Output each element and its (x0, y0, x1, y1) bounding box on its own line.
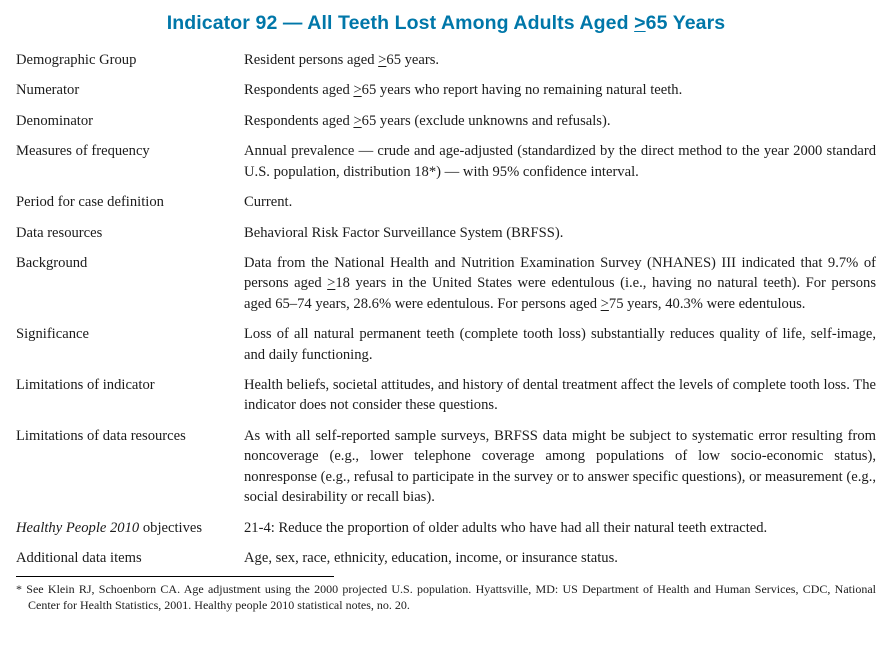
row-label: Limitations of data resources (16, 427, 186, 444)
row-content: Health beliefs, societal attitudes, and history of dental treatment affect the levels of complete tooth loss. The indicator does not consider these questions. (244, 377, 876, 414)
row-content: Current. (244, 194, 293, 211)
row-content: As with all self-reported sample surveys, BRFSS data might be subject to systematic error resulting from noncoverage (e.g., lower telephone coverage among populations of low socio-economic status), nonresponse (e.g., refusal to participate in the survey or to answer specific questions), or measurement (e.g., social desirability or recall bias). (244, 427, 876, 506)
row-label: Background (16, 254, 88, 271)
row-content: Resident persons aged >65 years. (244, 52, 440, 68)
row-content: 21-4: Reduce the proportion of older adults who have had all their natural teeth extracted. (244, 519, 768, 536)
row-label: Numerator (16, 82, 80, 99)
row-content: Data from the National Health and Nutrition Examination Survey (NHANES) III indicated that 9.7% of persons aged >18 years in the United States were edentulous (i.e., having no natural teeth). For persons aged 65–74 years, 28.6% were edentulous. For persons aged >75 years, 40.3% were edentulous. (244, 254, 876, 312)
row-content: Respondents aged >65 years (exclude unknowns and refusals). (244, 112, 611, 129)
row-content: Age, sex, race, ethnicity, education, income, or insurance status. (244, 550, 618, 567)
row-content: Loss of all natural permanent teeth (complete tooth loss) substantially reduces quality of life, self-image, and daily functioning. (244, 326, 876, 363)
row-content: Respondents aged >65 years who report having no remaining natural teeth. (244, 82, 683, 99)
row-label: Healthy People 2010 objectives (16, 519, 203, 536)
row-content: Annual prevalence — crude and age-adjusted (standardized by the direct method to the year 2000 standard U.S. population, distribution 18*) — with 95% confidence interval. (244, 143, 876, 180)
row-label: Demographic Group (16, 52, 137, 68)
footnote-text: See Klein RJ, Schoenborn CA. Age adjustment using the 2000 projected U.S. population. Hyattsville, MD: US Department of Health and Human Services, CDC, National Center for Health Statistics, 2001. Healthy people 2010 statistical notes, no. 20. (26, 582, 877, 613)
footnote-marker: * (16, 582, 22, 597)
row-label: Data resources (16, 224, 103, 241)
footnote (16, 582, 876, 614)
row-label: Measures of frequency (16, 143, 150, 160)
row-content: Behavioral Risk Factor Surveillance System (BRFSS). (244, 224, 564, 241)
row-label: Denominator (16, 112, 94, 129)
indicator-table (16, 50, 876, 568)
row-label: Additional data items (16, 550, 142, 567)
row-label: Significance (16, 326, 89, 343)
row-label: Limitations of indicator (16, 377, 155, 394)
footnote-separator (16, 576, 334, 577)
row-label: Period for case definition (16, 194, 164, 211)
page-title: Indicator 92 — All Teeth Lost Among Adults Aged >65 Years (166, 12, 726, 34)
